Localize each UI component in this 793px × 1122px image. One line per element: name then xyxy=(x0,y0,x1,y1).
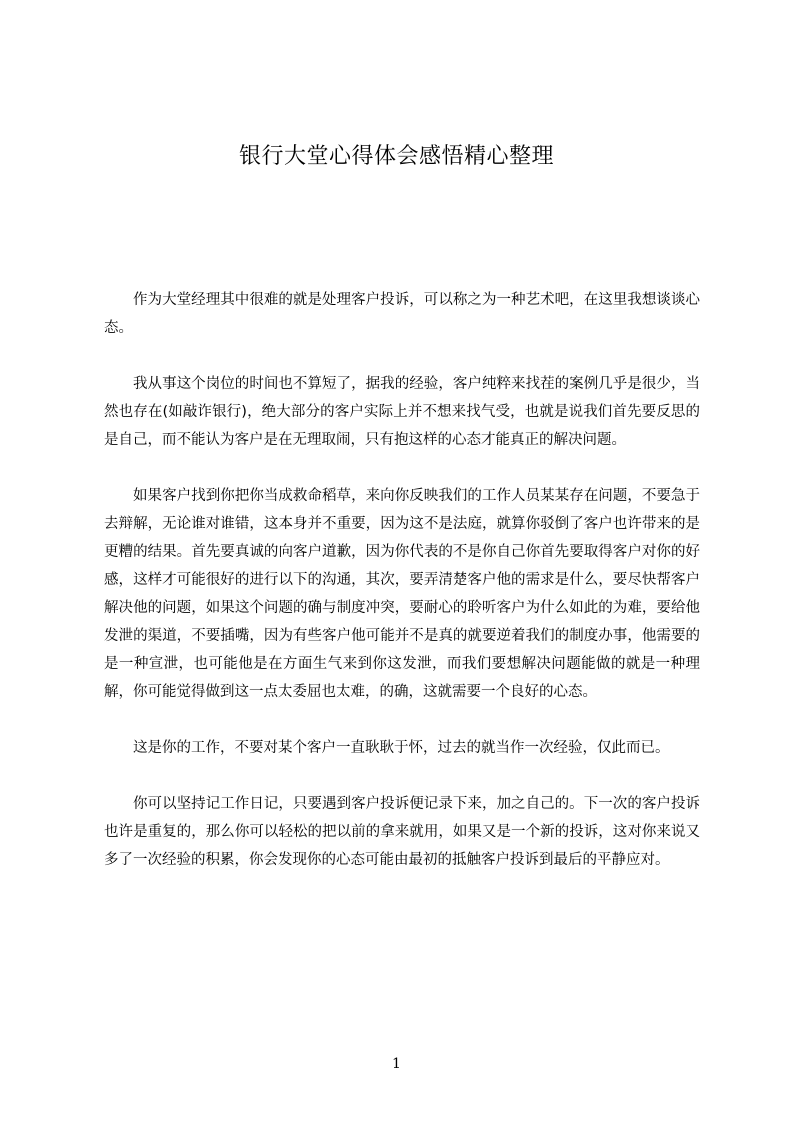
paragraph-5: 你可以坚持记工作日记，只要遇到客户投诉便记录下来，加之自己的。下一次的客户投诉也许是重复的，那么你可以轻松的把以前的拿来就用，如果又是一个新的投诉，这对你来说又多了一次经验的积累，你会发现你的心态可能由最初的抵触客户投诉到最后的平静应对。 xyxy=(104,796,700,868)
paragraph-1: 作为大堂经理其中很难的就是处理客户投诉，可以称之为一种艺术吧，在这里我想谈谈心态。 xyxy=(104,292,700,336)
paragraph-4: 这是你的工作，不要对某个客户一直耿耿于怀，过去的就当作一次经验，仅此而已。 xyxy=(133,740,670,756)
paragraph-2: 我从事这个岗位的时间也不算短了，据我的经验，客户纯粹来找茬的案例几乎是很少，当然也存在(如敲诈银行)，绝大部分的客户实际上并不想来找气受，也就是说我们首先要反思的是自己，而不能认为客户是在无理取闹，只有抱这样的心态才能真正的解决问题。 xyxy=(104,376,700,448)
page-number: 1 xyxy=(392,1056,401,1072)
document-body xyxy=(104,286,700,902)
document-title: 银行大堂心得体会感悟精心整理 xyxy=(238,144,554,169)
paragraph-3: 如果客户找到你把你当成救命稻草，来向你反映我们的工作人员某某存在问题，不要急于去辩解，无论谁对谁错，这本身并不重要，因为这不是法庭，就算你驳倒了客户也许带来的是更糟的结果。首先要真诚的向客户道歉，因为你代表的不是你自己你首先要取得客户对你的好感，这样才可能很好的进行以下的沟通，其次，要弄清楚客户他的需求是什么，要尽快帮客户解决他的问题，如果这个问题的确与制度冲突，要耐心的聆听客户为什么如此的为难，要给他发泄的渠道，不要插嘴，因为有些客户他可能并不是真的就要逆着我们的制度办事，他需要的是一种宣泄，也可能他是在方面生气来到你这发泄，而我们要想解决问题能做的就是一种理解，你可能觉得做到这一点太委屈也太难，的确，这就需要一个良好的心态。 xyxy=(104,488,700,700)
